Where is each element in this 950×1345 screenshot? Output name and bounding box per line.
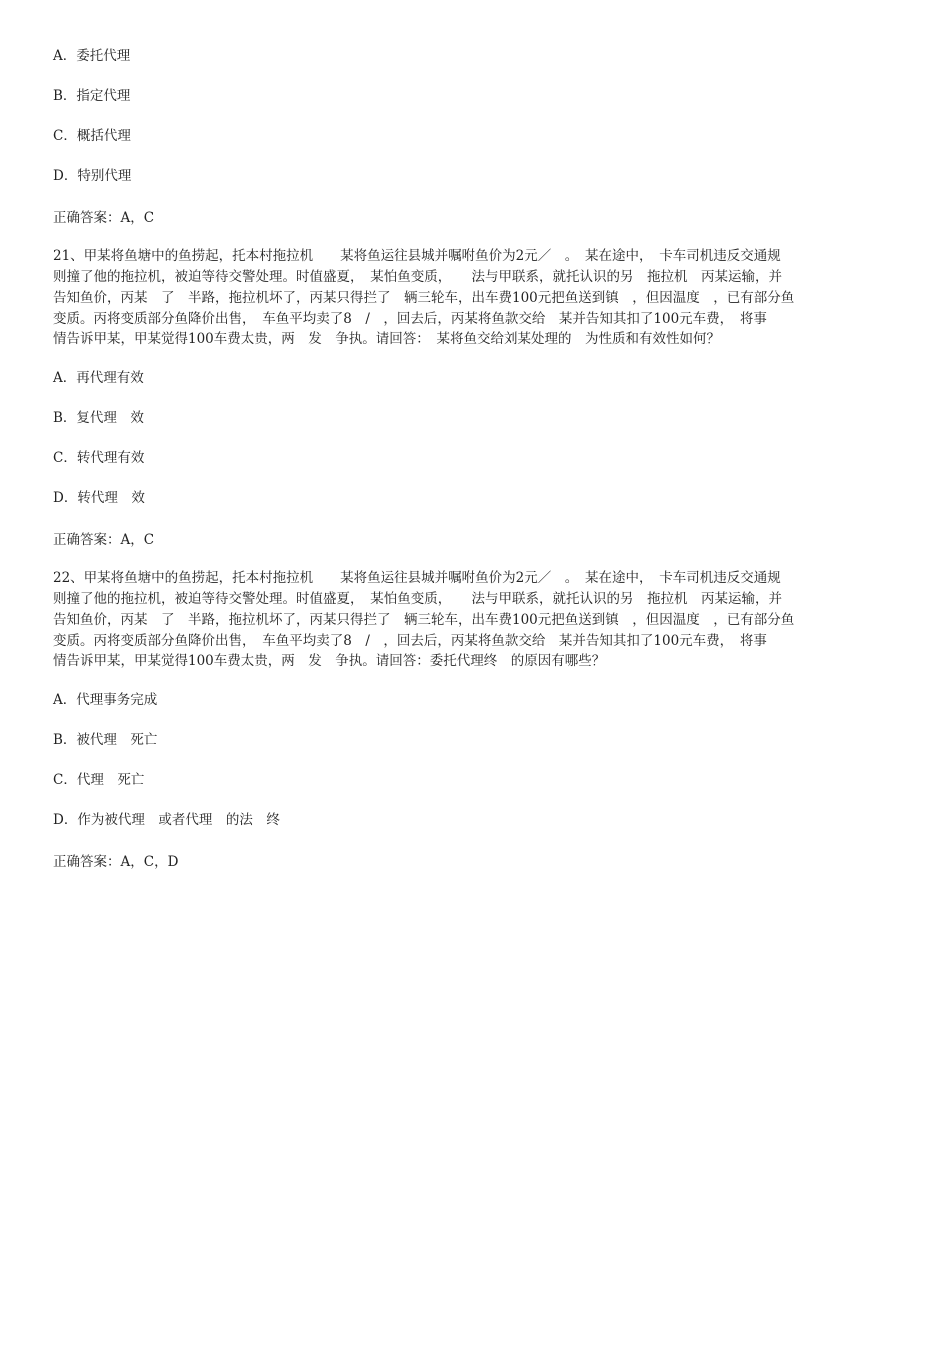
option-a: A．委托代理 (53, 48, 131, 64)
question-21-line-3: 告知鱼价，丙某 了 半路，拖拉机坏了，丙某只得拦了 辆三轮车，出车费100元把鱼送到镇 ，但因温度 ，已有部分鱼 (53, 290, 795, 306)
question-21-line-2: 则撞了他的拖拉机，被迫等待交警处理。时值盛夏， 某怕鱼变质， 法与甲联系，就托认识的另 拖拉机 丙某运输，并 (53, 269, 782, 285)
correct-answer: 正确答案：A，C (53, 210, 155, 226)
question-21-line-1: 21、甲某将鱼塘中的鱼捞起，托本村拖拉机 某将鱼运往县城并嘱咐鱼价为2元／ 。 某在途中， 卡车司机违反交通规 (53, 248, 781, 264)
question-22-line-5: 情告诉甲某，甲某觉得100车费太贵，两 发 争执。请回答：委托代理终 的原因有哪些？ (53, 653, 606, 669)
question-21-option-c: C．转代理有效 (53, 450, 145, 466)
option-d: D．特别代理 (53, 168, 132, 184)
question-21-line-4: 变质。丙将变质部分鱼降价出售， 车鱼平均卖了8 / ，回去后，丙某将鱼款交给 某并告知其扣了100元车费， 将事 (53, 311, 767, 327)
question-22-option-b: B．被代理 死亡 (53, 732, 158, 748)
question-21-answer: 正确答案：A，C (53, 532, 155, 548)
question-22-option-d: D．作为被代理 或者代理 的法 终 (53, 812, 280, 828)
question-22-answer: 正确答案：A，C，D (53, 854, 179, 870)
question-22-line-1: 22、甲某将鱼塘中的鱼捞起，托本村拖拉机 某将鱼运往县城并嘱咐鱼价为2元／ 。 某在途中， 卡车司机违反交通规 (53, 570, 781, 586)
question-22-line-3: 告知鱼价，丙某 了 半路，拖拉机坏了，丙某只得拦了 辆三轮车，出车费100元把鱼送到镇 ，但因温度 ，已有部分鱼 (53, 612, 795, 628)
question-21-line-5: 情告诉甲某，甲某觉得100车费太贵，两 发 争执。请回答： 某将鱼交给刘某处理的 为性质和有效性如何？ (53, 331, 721, 347)
question-22-line-4: 变质。丙将变质部分鱼降价出售， 车鱼平均卖了8 / ，回去后，丙某将鱼款交给 某并告知其扣了100元车费， 将事 (53, 633, 767, 649)
question-21-option-b: B．复代理 效 (53, 410, 144, 426)
option-c: C．概括代理 (53, 128, 131, 144)
question-21-option-d: D．转代理 效 (53, 490, 145, 506)
question-22-line-2: 则撞了他的拖拉机，被迫等待交警处理。时值盛夏， 某怕鱼变质， 法与甲联系，就托认识的另 拖拉机 丙某运输，并 (53, 591, 782, 607)
option-b: B．指定代理 (53, 88, 131, 104)
question-22-option-c: C．代理 死亡 (53, 772, 145, 788)
question-21-option-a: A．再代理有效 (53, 370, 144, 386)
question-22-option-a: A．代理事务完成 (53, 692, 158, 708)
